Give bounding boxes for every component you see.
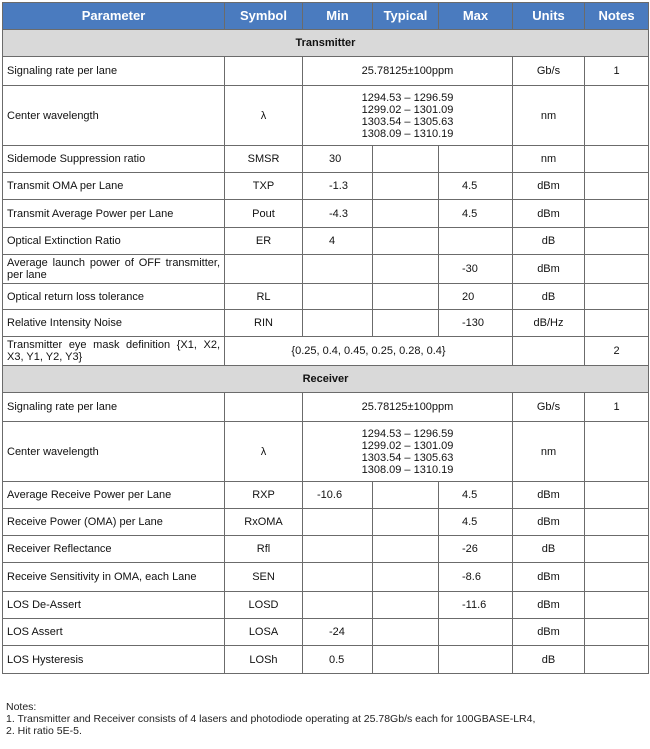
table-row <box>3 200 649 228</box>
table-row <box>3 592 649 619</box>
table-header-row <box>3 3 649 30</box>
symbol-cell: λ <box>225 422 303 482</box>
max-cell: -26 <box>439 536 513 563</box>
units-cell: dBm <box>513 200 585 228</box>
units-cell: dBm <box>513 509 585 536</box>
section-title: Transmitter <box>3 30 649 57</box>
table-row <box>3 284 649 310</box>
table-row <box>3 619 649 646</box>
min-cell: 0.5 <box>303 646 373 674</box>
value-cell: {0.25, 0.4, 0.45, 0.25, 0.28, 0.4} <box>225 337 513 366</box>
col-header-max: Max <box>439 3 513 30</box>
parameter-cell: Optical return loss tolerance <box>3 284 225 310</box>
parameter-cell: Signaling rate per lane <box>3 57 225 86</box>
parameter-cell: LOS De-Assert <box>3 592 225 619</box>
parameter-cell: Center wavelength <box>3 86 225 146</box>
parameter-cell: Transmit Average Power per Lane <box>3 200 225 228</box>
value-cell: 25.78125±100ppm <box>303 393 513 422</box>
units-cell: dB/Hz <box>513 310 585 337</box>
units-cell: Gb/s <box>513 57 585 86</box>
parameter-cell: Average launch power of OFF transmitter, per lane <box>3 255 225 284</box>
col-header-units: Units <box>513 3 585 30</box>
table-row <box>3 422 649 482</box>
wavelength-range: 1308.09 – 1310.19 <box>361 463 454 476</box>
units-cell: dBm <box>513 619 585 646</box>
table-row <box>3 563 649 592</box>
notes-block <box>6 701 535 737</box>
note-item: 1. Transmitter and Receiver consists of 4 lasers and photodiode operating at 25.78Gb/s each for 100GBASE-LR4, <box>6 713 536 725</box>
units-cell: dBm <box>513 173 585 200</box>
max-cell: 20 <box>439 284 513 310</box>
wavelength-range: 1303.54 – 1305.63 <box>361 115 454 128</box>
table-row <box>3 228 649 255</box>
wavelength-range: 1299.02 – 1301.09 <box>361 103 454 116</box>
min-cell: -1.3 <box>303 173 373 200</box>
units-cell: dBm <box>513 563 585 592</box>
wavelength-list <box>362 428 454 476</box>
col-header-typical: Typical <box>373 3 439 30</box>
parameter-cell: Transmit OMA per Lane <box>3 173 225 200</box>
units-cell: nm <box>513 422 585 482</box>
parameter-cell: Center wavelength <box>3 422 225 482</box>
table-row <box>3 173 649 200</box>
max-cell: 4.5 <box>439 482 513 509</box>
max-cell: 4.5 <box>439 173 513 200</box>
symbol-cell: Rfl <box>225 536 303 563</box>
note-item: 2. Hit ratio 5E-5. <box>6 725 82 737</box>
col-header-parameter: Parameter <box>3 3 225 30</box>
max-cell: 4.5 <box>439 509 513 536</box>
units-cell: dB <box>513 284 585 310</box>
units-cell: nm <box>513 86 585 146</box>
max-cell: 4.5 <box>439 200 513 228</box>
notes-cell: 1 <box>585 57 649 86</box>
section-row-transmitter <box>3 30 649 57</box>
table-row <box>3 310 649 337</box>
parameter-cell: Receive Sensitivity in OMA, each Lane <box>3 563 225 592</box>
notes-cell: 1 <box>585 393 649 422</box>
parameter-cell: Transmitter eye mask definition {X1, X2, X3, Y1, Y2, Y3} <box>3 337 225 366</box>
min-cell: -4.3 <box>303 200 373 228</box>
min-cell: 4 <box>303 228 373 255</box>
notes-cell: 2 <box>585 337 649 366</box>
symbol-cell: SEN <box>225 563 303 592</box>
units-cell: dBm <box>513 255 585 284</box>
value-cell <box>303 86 513 146</box>
table-row <box>3 482 649 509</box>
col-header-min: Min <box>303 3 373 30</box>
max-cell: -30 <box>439 255 513 284</box>
symbol-cell: TXP <box>225 173 303 200</box>
symbol-cell: SMSR <box>225 146 303 173</box>
units-cell: dB <box>513 646 585 674</box>
section-row-receiver <box>3 366 649 393</box>
parameter-cell: Optical Extinction Ratio <box>3 228 225 255</box>
parameter-cell: LOS Hysteresis <box>3 646 225 674</box>
symbol-cell: LOSD <box>225 592 303 619</box>
table-row <box>3 146 649 173</box>
units-cell: Gb/s <box>513 393 585 422</box>
notes-heading: Notes: <box>6 701 37 713</box>
symbol-cell: LOSh <box>225 646 303 674</box>
wavelength-range: 1303.54 – 1305.63 <box>361 451 454 464</box>
table-row <box>3 337 649 366</box>
min-cell: -10.6 <box>303 482 373 509</box>
wavelength-range: 1308.09 – 1310.19 <box>361 127 454 140</box>
value-cell <box>303 422 513 482</box>
min-cell: 30 <box>303 146 373 173</box>
parameter-cell: Receiver Reflectance <box>3 536 225 563</box>
table-row <box>3 86 649 146</box>
units-cell: nm <box>513 146 585 173</box>
symbol-cell: RxOMA <box>225 509 303 536</box>
units-cell: dB <box>513 228 585 255</box>
specifications-table <box>2 2 649 674</box>
symbol-cell: RXP <box>225 482 303 509</box>
table-row <box>3 509 649 536</box>
max-cell: -8.6 <box>439 563 513 592</box>
col-header-notes: Notes <box>585 3 649 30</box>
wavelength-range: 1299.02 – 1301.09 <box>361 439 454 452</box>
parameter-cell: Receive Power (OMA) per Lane <box>3 509 225 536</box>
parameter-cell: Relative Intensity Noise <box>3 310 225 337</box>
units-cell: dBm <box>513 592 585 619</box>
value-cell: 25.78125±100ppm <box>303 57 513 86</box>
symbol-cell: RIN <box>225 310 303 337</box>
wavelength-list <box>362 92 454 140</box>
table-row <box>3 393 649 422</box>
max-cell: -130 <box>439 310 513 337</box>
units-cell: dBm <box>513 482 585 509</box>
symbol-cell: ER <box>225 228 303 255</box>
symbol-cell: RL <box>225 284 303 310</box>
table-row <box>3 646 649 674</box>
wavelength-range: 1294.53 – 1296.59 <box>361 91 454 104</box>
max-cell: -11.6 <box>439 592 513 619</box>
wavelength-range: 1294.53 – 1296.59 <box>361 427 454 440</box>
min-cell: -24 <box>303 619 373 646</box>
symbol-cell: LOSA <box>225 619 303 646</box>
col-header-symbol: Symbol <box>225 3 303 30</box>
section-title: Receiver <box>3 366 649 393</box>
table-row <box>3 255 649 284</box>
parameter-cell: LOS Assert <box>3 619 225 646</box>
parameter-cell: Signaling rate per lane <box>3 393 225 422</box>
units-cell: dB <box>513 536 585 563</box>
parameter-cell: Sidemode Suppression ratio <box>3 146 225 173</box>
table-row <box>3 536 649 563</box>
symbol-cell: λ <box>225 86 303 146</box>
symbol-cell: Pout <box>225 200 303 228</box>
table-row <box>3 57 649 86</box>
parameter-cell: Average Receive Power per Lane <box>3 482 225 509</box>
